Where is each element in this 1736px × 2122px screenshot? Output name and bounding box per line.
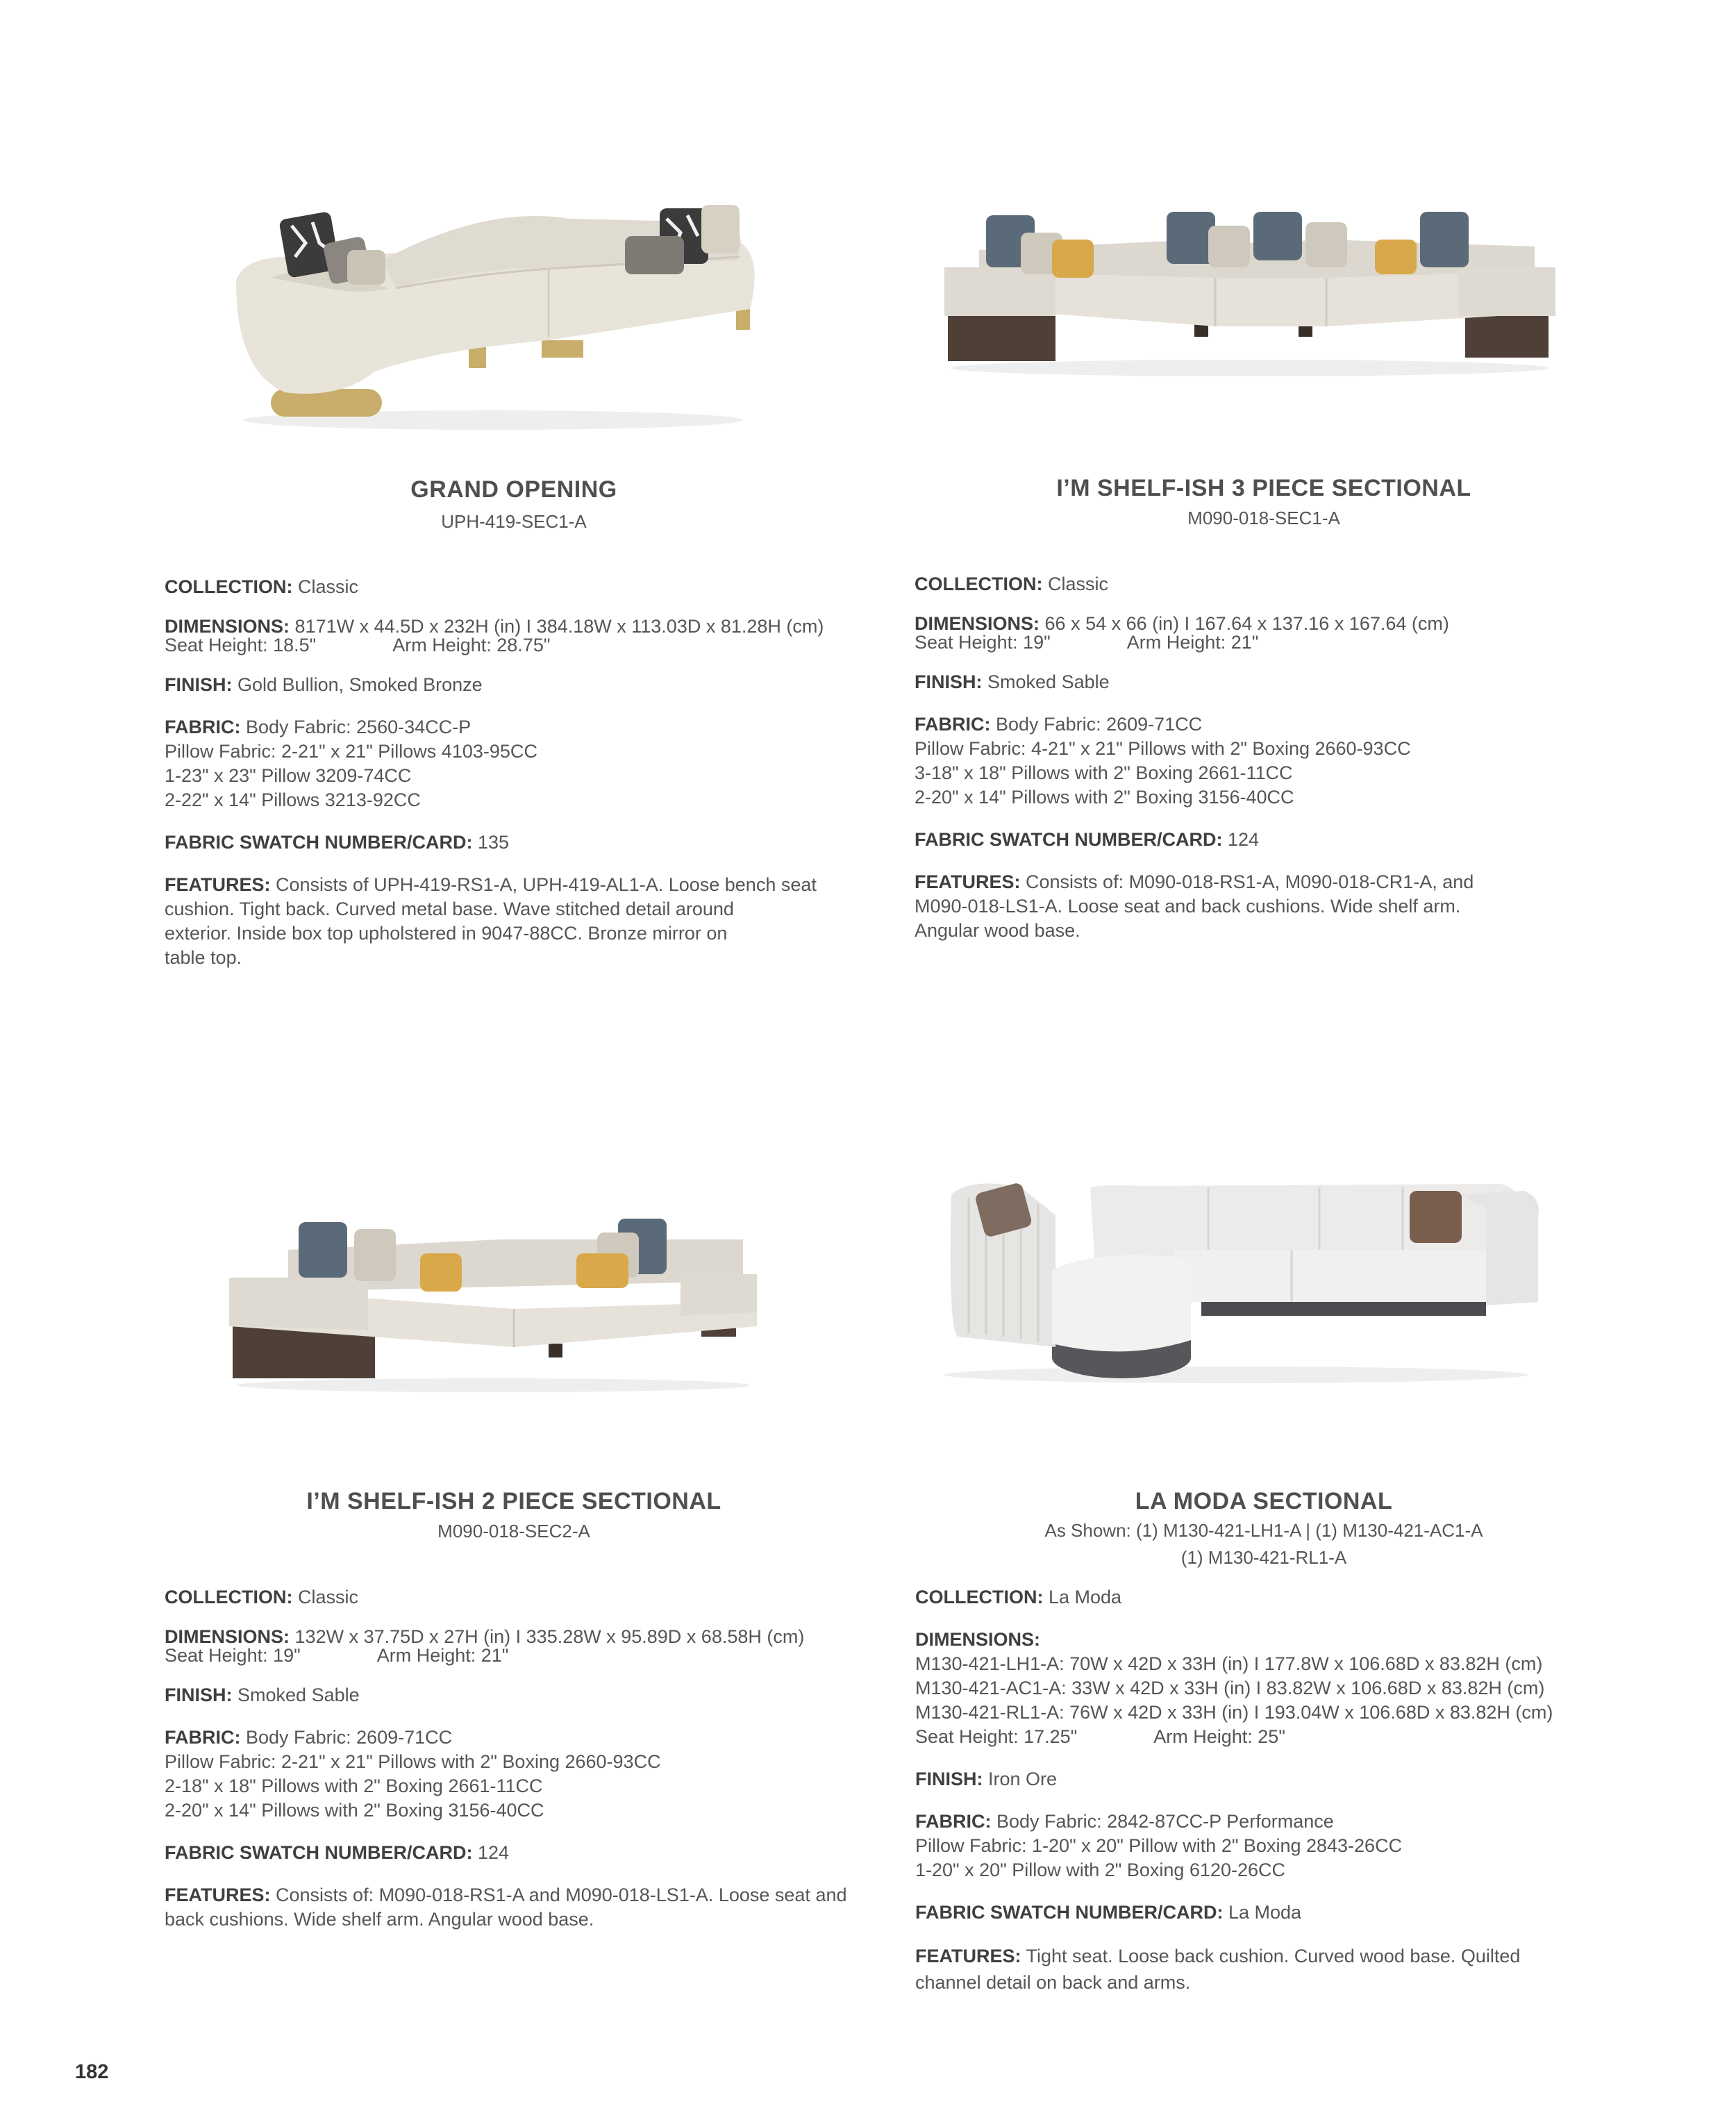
product-sku: M090-018-SEC2-A: [437, 1521, 590, 1542]
product-specs: [915, 572, 1630, 961]
swatch-row: FABRIC SWATCH NUMBER/CARD: 124: [165, 1842, 510, 1863]
la-moda-sectional-photo: [930, 1167, 1542, 1389]
two-piece-sectional-photo: [222, 1187, 764, 1396]
swatch-row: FABRIC SWATCH NUMBER/CARD: 124: [915, 829, 1260, 850]
product-specs: [915, 1585, 1630, 2014]
curved-sectional-sofa-photo: [222, 191, 764, 441]
product-title: GRAND OPENING: [410, 476, 617, 503]
product-title: I’M SHELF-ISH 2 PIECE SECTIONAL: [306, 1488, 721, 1514]
product-sku: As Shown: (1) M130-421-LH1-A | (1) M130-421-AC1-A: [1044, 1520, 1483, 1541]
features-row: FEATURES: Consists of: M090-018-RS1-A, M090-018-CR1-A, and M090-018-LS1-A. Loose seat and back cushions. Wide shelf arm. Angular wood base.: [915, 871, 1474, 941]
three-piece-sectional-photo: [937, 201, 1562, 382]
finish-row: FINISH: Smoked Sable: [165, 1685, 360, 1705]
collection-row: COLLECTION: La Moda: [915, 1587, 1122, 1607]
dimensions-row: DIMENSIONS: 8171W x 44.5D x 232H (in) I 384.18W x 113.03D x 81.28H (cm) Seat Height: 18.5" Arm Height: 28.75": [165, 616, 824, 655]
fabric-row: FABRIC: Body Fabric: 2842-87CC-P Performance Pillow Fabric: 1-20" x 20" Pillow with 2" Boxing 2843-26CC 1-20" x 20" Pillow with 2" Boxing 6120-26CC: [915, 1811, 1403, 1880]
finish-row: FINISH: Smoked Sable: [915, 671, 1110, 692]
product-title: LA MODA SECTIONAL: [1135, 1488, 1393, 1514]
fabric-row: FABRIC: Body Fabric: 2560-34CC-P Pillow Fabric: 2-21" x 21" Pillows 4103-95CC 1-23" x 23" Pillow 3209-74CC 2-22" x 14" Pillows 3213-92CC: [165, 717, 537, 810]
collection-row: COLLECTION: Classic: [915, 574, 1109, 594]
product-sku-2: (1) M130-421-RL1-A: [1180, 1547, 1347, 1568]
product-specs: [165, 575, 880, 988]
page-number: 182: [75, 2061, 109, 2083]
finish-row: FINISH: Gold Bullion, Smoked Bronze: [165, 674, 483, 695]
finish-row: FINISH: Iron Ore: [915, 1769, 1058, 1789]
fabric-row: FABRIC: Body Fabric: 2609-71CC Pillow Fabric: 4-21" x 21" Pillows with 2" Boxing 2660-93CC 3-18" x 18" Pillows with 2" Boxing 2661-11CC 2-20" x 14" Pillows with 2" Boxing 3156-40CC: [915, 714, 1411, 808]
features-row: FEATURES: Tight seat. Loose back cushion. Curved wood base. Quilted channel detail on back and arms.: [915, 1946, 1521, 1993]
collection-row: COLLECTION: Classic: [165, 576, 359, 597]
dimensions-row: DIMENSIONS: M130-421-LH1-A: 70W x 42D x 33H (in) I 177.8W x 106.68D x 83.82H (cm) M130-421-AC1-A: 33W x 42D x 33H (in) I 83.82W x 106.68D x 83.82H (cm) M130-421-RL1-A: 76W x 42D x 33H (in) I 193.04W x 106.68D x 83.82H (cm) Seat Height: 17.25" Arm Height: 25": [915, 1629, 1553, 1747]
dimensions-row: DIMENSIONS: 66 x 54 x 66 (in) I 167.64 x 137.16 x 167.64 (cm) Seat Height: 19" Arm Height: 21": [915, 613, 1449, 653]
product-sku: M090-018-SEC1-A: [1187, 508, 1340, 528]
swatch-row: FABRIC SWATCH NUMBER/CARD: 135: [165, 832, 510, 853]
product-title: I’M SHELF-ISH 3 PIECE SECTIONAL: [1056, 475, 1471, 501]
product-specs: [165, 1585, 880, 1950]
fabric-row: FABRIC: Body Fabric: 2609-71CC Pillow Fabric: 2-21" x 21" Pillows with 2" Boxing 2660-93CC 2-18" x 18" Pillows with 2" Boxing 2661-11CC 2-20" x 14" Pillows with 2" Boxing 3156-40CC: [165, 1727, 661, 1821]
swatch-row: FABRIC SWATCH NUMBER/CARD: La Moda: [915, 1902, 1302, 1923]
product-sku: UPH-419-SEC1-A: [441, 511, 587, 532]
dimensions-row: DIMENSIONS: 132W x 37.75D x 27H (in) I 335.28W x 95.89D x 68.58H (cm) Seat Height: 19" Arm Height: 21": [165, 1626, 805, 1666]
features-row: FEATURES: Consists of UPH-419-RS1-A, UPH-419-AL1-A. Loose bench seat cushion. Tight back. Curved metal base. Wave stitched detail around exterior. Inside box top upholstered in 9047-88CC. Bronze mirror on table top.: [165, 874, 817, 968]
features-row: FEATURES: Consists of: M090-018-RS1-A and M090-018-LS1-A. Loose seat and back cushions. Wide shelf arm. Angular wood base.: [165, 1885, 847, 1930]
collection-row: COLLECTION: Classic: [165, 1587, 359, 1607]
